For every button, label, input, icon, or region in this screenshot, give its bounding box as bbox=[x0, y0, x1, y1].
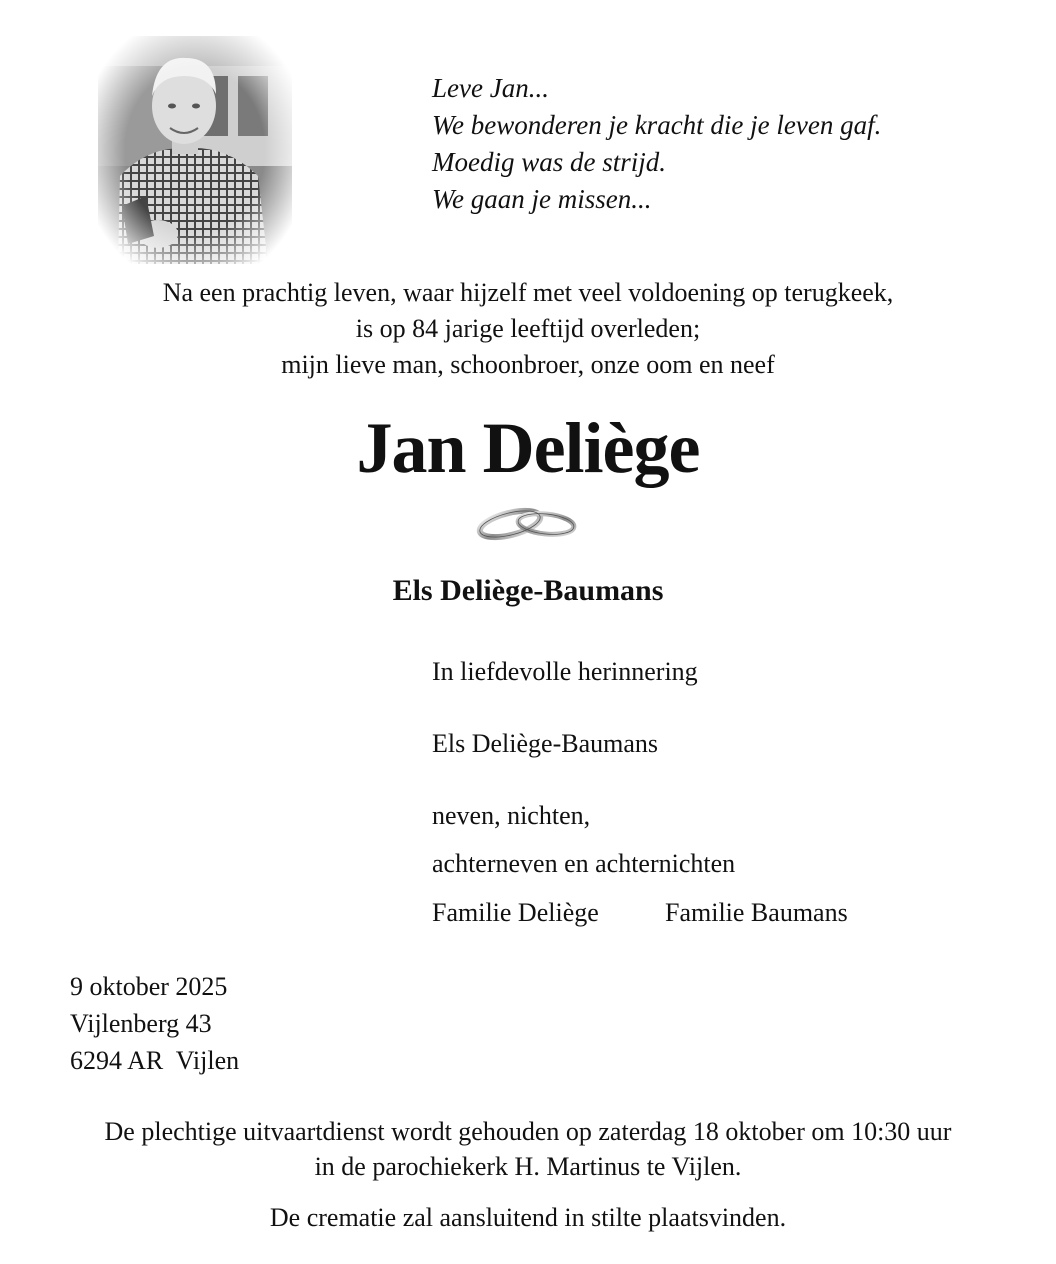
poem bbox=[432, 70, 881, 218]
relatives-line-1: neven, nichten, bbox=[432, 801, 591, 830]
intro-line: mijn lieve man, schoonbroer, onze oom en neef bbox=[281, 350, 775, 379]
poem-line: Moedig was de strijd. bbox=[432, 147, 666, 177]
service-info bbox=[0, 1114, 1056, 1184]
date-text: 9 oktober 2025 bbox=[70, 972, 228, 1001]
postal-text: 6294 AR Vijlen bbox=[70, 1046, 240, 1075]
deceased-name: Jan Deliège bbox=[356, 408, 700, 488]
spouse-name: Els Deliège-Baumans bbox=[392, 574, 664, 607]
intro-line: Na een prachtig leven, waar hijzelf met veel voldoening op terugkeek, bbox=[162, 278, 894, 307]
family-deliege: Familie Deliège bbox=[432, 898, 599, 927]
family-baumans: Familie Baumans bbox=[665, 898, 848, 927]
intro-text bbox=[0, 275, 1056, 383]
intro-line: is op 84 jarige leeftijd overleden; bbox=[355, 314, 701, 343]
poem-line: We gaan je missen... bbox=[432, 184, 652, 214]
service-line-2: in de parochiekerk H. Martinus te Vijlen. bbox=[314, 1152, 742, 1181]
portrait-image bbox=[98, 36, 292, 264]
poem-line: Leve Jan... bbox=[432, 73, 549, 103]
address-block bbox=[70, 968, 239, 1079]
relatives-line-2: achterneven en achternichten bbox=[432, 849, 736, 878]
poem-line: We bewonderen je kracht die je leven gaf. bbox=[432, 110, 882, 140]
street-text: Vijlenberg 43 bbox=[70, 1009, 212, 1038]
wedding-rings-icon bbox=[474, 500, 578, 546]
memory-line: In liefdevolle herinnering bbox=[432, 657, 698, 686]
cremation-info: De crematie zal aansluitend in stilte plaatsvinden. bbox=[269, 1203, 787, 1232]
portrait-photo bbox=[98, 36, 292, 264]
family-spouse: Els Deliège-Baumans bbox=[432, 729, 658, 758]
service-line-1: De plechtige uitvaartdienst wordt gehouden op zaterdag 18 oktober om 10:30 uur bbox=[104, 1117, 952, 1146]
